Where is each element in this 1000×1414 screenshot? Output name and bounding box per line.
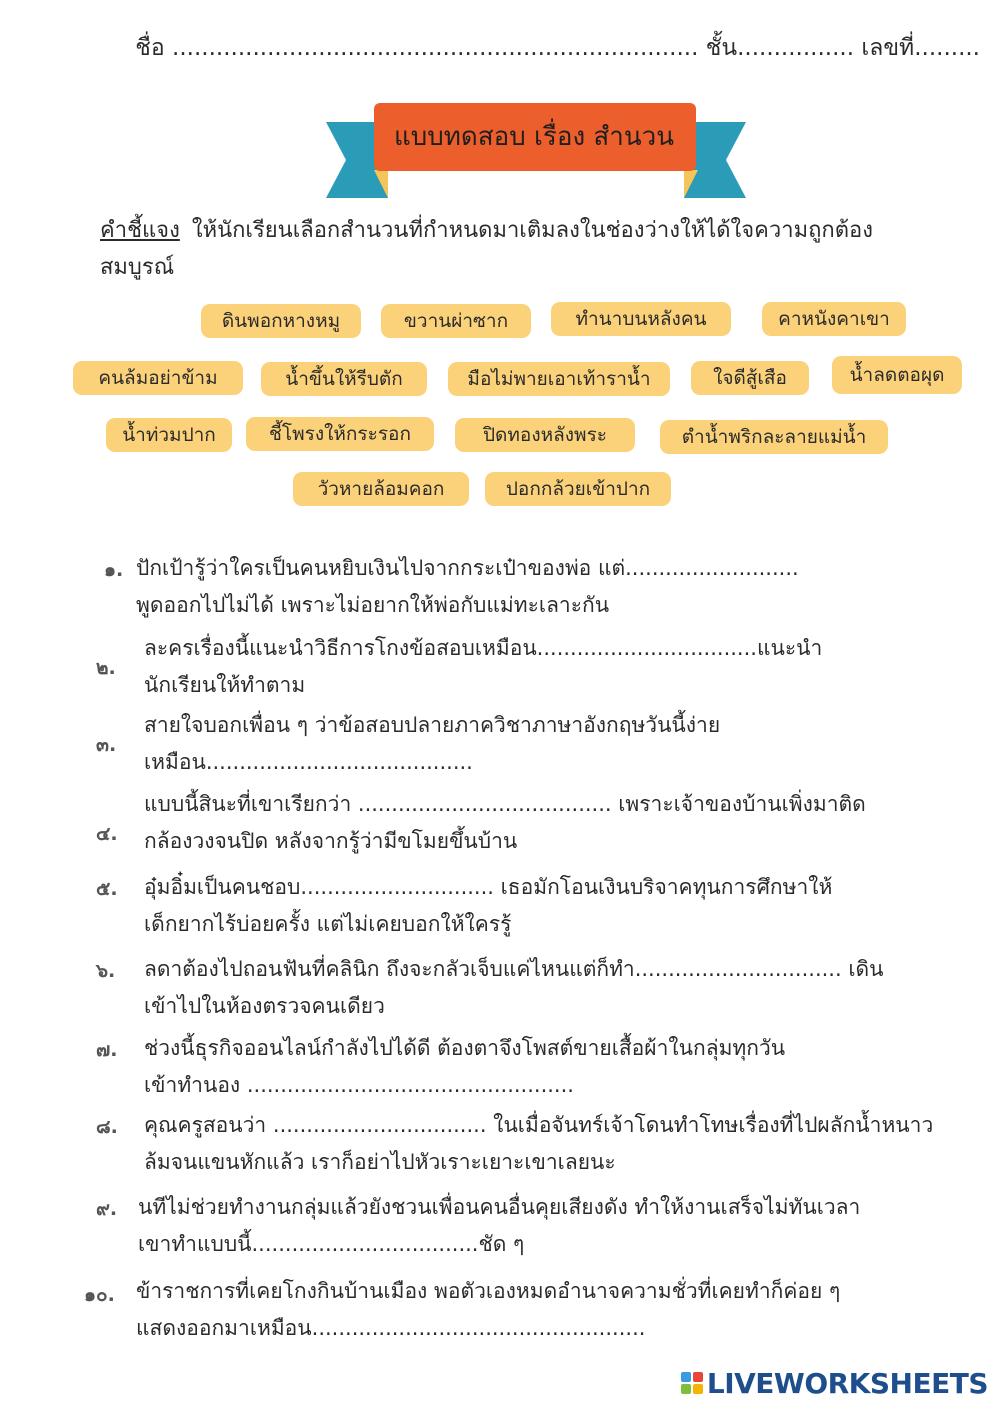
question-line: กล้องวงจนปิด หลังจากรู้ว่ามีขโมยขึ้นบ้าน: [144, 829, 518, 853]
question-line: คุณครูสอนว่า ................................ ในเมื่อจันทร์เจ้าโดนทำโทษเรื่องที่ไปผลักน้ำหนาว: [144, 1113, 934, 1137]
instructions-text: ให้นักเรียนเลือกสำนวนที่กำหนดมาเติมลงในช่องว่างให้ได้ใจความถูกต้องสมบูรณ์: [100, 218, 873, 280]
worksheet-title: แบบทดสอบ เรื่อง สำนวน: [393, 121, 675, 152]
student-info-line: ชื่อ ........................................................................ ชั้น................ เลขที่.........: [135, 35, 980, 61]
word-chip[interactable]: ขวานผ่าซาก: [381, 304, 531, 338]
instructions: [100, 212, 920, 286]
question-line: เขาทำแบบนี้..................................ชัด ๆ: [138, 1232, 525, 1256]
word-chip[interactable]: ใจดีสู้เสือ: [691, 361, 809, 395]
question-line: ข้าราชการที่เคยโกงกินบ้านเมือง พอตัวเองหมดอำนาจความชั่วที่เคยทำก็ค่อย ๆ: [136, 1279, 841, 1303]
liveworksheets-brand[interactable]: [681, 1366, 988, 1400]
word-chip[interactable]: ดินพอกหางหมู: [201, 304, 361, 338]
word-chip[interactable]: ปิดทองหลังพระ: [455, 418, 635, 452]
question-line: นทีไม่ช่วยทำงานกลุ่มแล้วยังชวนเพื่อนคนอื่นคุยเสียงดัง ทำให้งานเสร็จไม่ทันเวลา: [138, 1195, 861, 1219]
word-chip[interactable]: น้ำขึ้นให้รีบตัก: [261, 362, 427, 396]
word-chip[interactable]: ตำน้ำพริกละลายแม่น้ำ: [660, 420, 888, 454]
liveworksheets-logo-icon: [681, 1372, 703, 1394]
question-line: เข้าไปในห้องตรวจคนเดียว: [144, 994, 385, 1018]
question-line: ล้มจนแขนหักแล้ว เราก็อย่าไปหัวเราะเยาะเขาเลยนะ: [144, 1150, 616, 1174]
question-number: ๘.: [96, 1116, 118, 1138]
word-chip[interactable]: ทำนาบนหลังคน: [551, 302, 731, 336]
question-number: ๙.: [96, 1198, 118, 1220]
question-line: ละครเรื่องนี้แนะนำวิธีการโกงข้อสอบเหมือน.................................แนะนำ: [144, 636, 823, 660]
question-line: ปักเป้ารู้ว่าใครเป็นคนหยิบเงินไปจากกระเป๋าของพ่อ แต่..........................: [136, 556, 799, 580]
question-line: สายใจบอกเพื่อน ๆ ว่าข้อสอบปลายภาควิชาภาษาอังกฤษวันนี้ง่าย: [144, 713, 721, 737]
word-chip[interactable]: คนล้มอย่าข้าม: [73, 361, 243, 395]
question-line: ช่วงนี้ธุรกิจออนไลน์กำลังไปได้ดี ต้องตาจึงโพสต์ขายเสื้อผ้าในกลุ่มทุกวัน: [144, 1036, 786, 1060]
question-number: ๑๐.: [84, 1284, 115, 1306]
word-chip[interactable]: น้ำลดตอผุด: [832, 356, 962, 394]
question-line: ลดาต้องไปถอนฟันที่คลินิก ถึงจะกลัวเจ็บแค่ไหนแต่ก็ทำ............................... เดิน: [144, 957, 884, 981]
question-line: พูดออกไปไม่ได้ เพราะไม่อยากให้พ่อกับแม่ทะเลาะกัน: [136, 593, 610, 617]
question-line: แสดงออกมาเหมือน..................................................: [136, 1316, 646, 1340]
instructions-heading: คำชี้แจง: [100, 218, 180, 243]
question-line: เด็กยากไร้บ่อยครั้ง แต่ไม่เคยบอกให้ใครรู้: [144, 912, 512, 936]
question-number: ๒.: [96, 657, 116, 679]
question-line: เข้าทำนอง .................................................: [144, 1073, 574, 1097]
question-line: อุ๋มอิ๋มเป็นคนชอบ............................. เธอมักโอนเงินบริจาคทุนการศึกษาให้: [144, 875, 833, 899]
word-chip[interactable]: น้ำท่วมปาก: [106, 418, 232, 452]
word-chip[interactable]: ปอกกล้วยเข้าปาก: [485, 472, 671, 506]
word-chip[interactable]: คาหนังคาเขา: [762, 302, 906, 336]
question-number: ๗.: [96, 1039, 118, 1061]
question-number: ๑.: [104, 559, 124, 581]
brand-name: LIVEWORKSHEETS: [706, 1366, 988, 1400]
question-number: ๖.: [96, 960, 116, 982]
question-line: เหมือน........................................: [144, 750, 473, 774]
word-chip[interactable]: มือไม่พายเอาเท้าราน้ำ: [448, 362, 670, 396]
question-line: นักเรียนให้ทำตาม: [144, 673, 306, 697]
question-line: แบบนี้สินะที่เขาเรียกว่า ...................................... เพราะเจ้าของบ้านเพิ่งมาติด: [144, 792, 866, 816]
title-banner: [326, 100, 746, 202]
question-number: ๔.: [96, 823, 118, 845]
question-number: ๕.: [96, 878, 118, 900]
word-chip[interactable]: วัวหายล้อมคอก: [293, 472, 469, 506]
word-chip[interactable]: ชี้โพรงให้กระรอก: [246, 417, 434, 451]
question-number: ๓.: [96, 734, 117, 756]
